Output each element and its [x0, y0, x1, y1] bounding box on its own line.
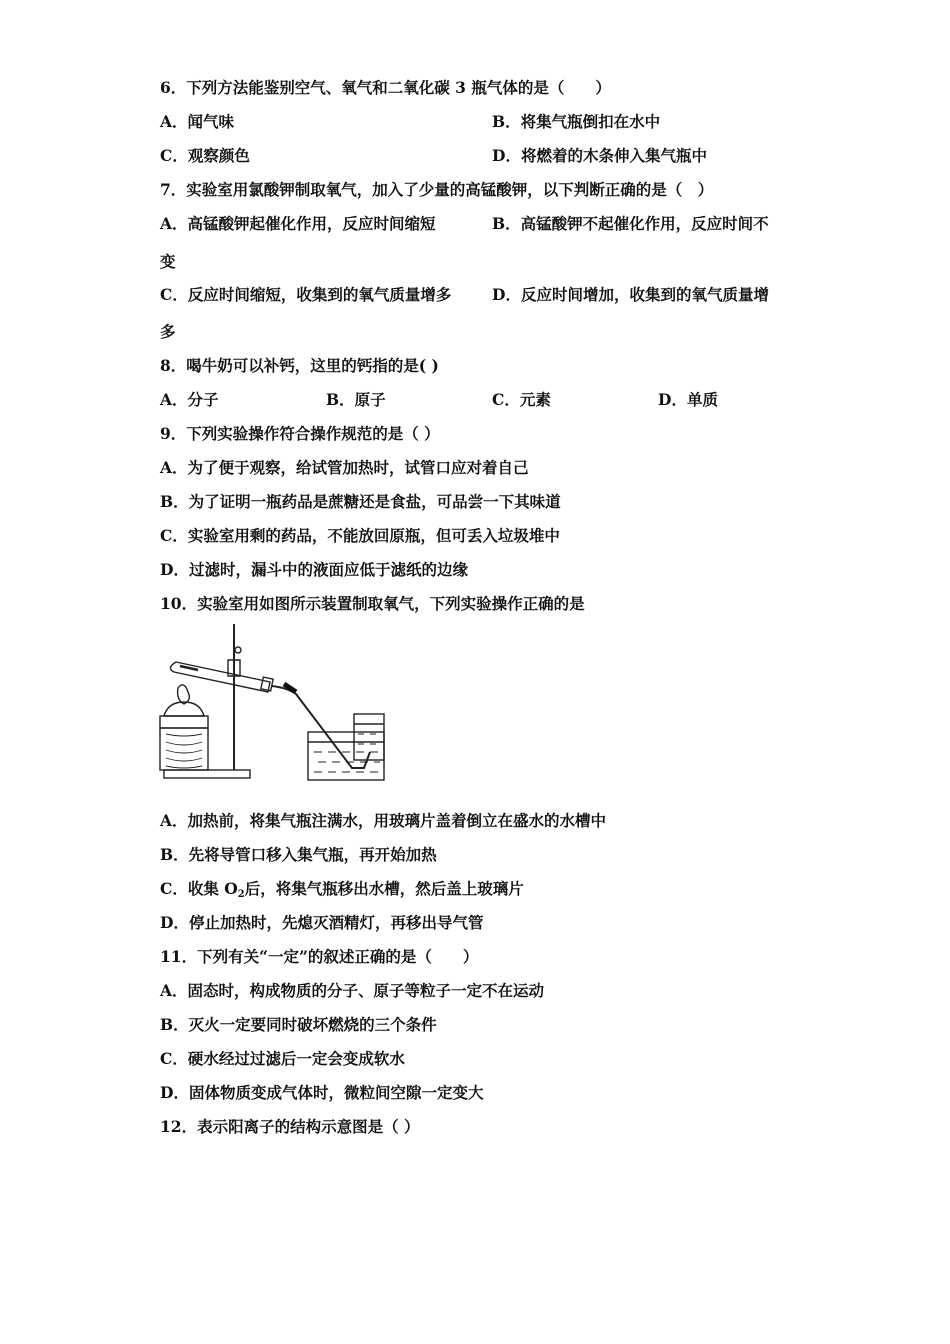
q10-option-c-prefix: C．收集 O	[160, 879, 238, 898]
q10-option-c-subscript: 2	[237, 889, 245, 900]
q9-option-d: D．过滤时，漏斗中的液面应低于滤纸的边缘	[160, 560, 468, 579]
q9-option-c: C．实验室用剩的药品，不能放回原瓶，但可丢入垃圾堆中	[160, 526, 560, 545]
q10-option-c-suffix: 后，将集气瓶移出水槽，然后盖上玻璃片	[244, 879, 524, 898]
oxygen-apparatus-figure	[158, 620, 388, 790]
q12-stem: 12．表示阳离子的结构示意图是（ ）	[160, 1117, 420, 1136]
rubber-tube	[284, 684, 296, 692]
q7-option-a: A．高锰酸钾起催化作用，反应时间缩短	[160, 214, 436, 233]
lamp-body	[160, 716, 208, 728]
q6-stem: 6．下列方法能鉴别空气、氧气和二氧化碳 3 瓶气体的是（ ）	[160, 78, 611, 97]
delivery-tube	[272, 686, 370, 768]
apparatus-diagram	[158, 620, 388, 786]
q7-option-b: B．高锰酸钾不起催化作用，反应时间不	[492, 214, 769, 233]
q8-stem: 8．喝牛奶可以补钙，这里的钙指的是( )	[160, 356, 439, 375]
q6-option-b: B．将集气瓶倒扣在水中	[492, 112, 661, 131]
q6-option-a: A．闻气味	[160, 112, 235, 131]
water-trough	[308, 732, 384, 780]
q7-stem: 7．实验室用氯酸钾制取氧气，加入了少量的高锰酸钾，以下判断正确的是（ ）	[160, 180, 714, 199]
q7-option-b-continued: 变	[160, 252, 176, 271]
stopper	[261, 677, 273, 691]
q11-option-a: A．固态时，构成物质的分子、原子等粒子一定不在运动	[160, 981, 545, 1000]
q8-option-b: B．原子	[326, 390, 386, 409]
q10-option-b: B．先将导管口移入集气瓶，再开始加热	[160, 845, 437, 864]
q9-option-a: A．为了便于观察，给试管加热时，试管口应对着自己	[160, 458, 529, 477]
water-ripples	[314, 752, 380, 772]
q10-option-c	[160, 879, 524, 905]
q6-option-c: C．观察颜色	[160, 146, 250, 165]
q7-option-d-continued: 多	[160, 322, 176, 341]
flame	[178, 685, 190, 704]
stand-base	[164, 770, 250, 778]
q8-option-c: C．元素	[492, 390, 551, 409]
q9-stem: 9．下列实验操作符合操作规范的是（ ）	[160, 424, 440, 443]
q7-option-c: C．反应时间缩短，收集到的氧气质量增多	[160, 285, 452, 304]
clamp-knob	[235, 647, 241, 653]
wood-grain	[166, 734, 202, 768]
q6-option-d: D．将燃着的木条伸入集气瓶中	[492, 146, 707, 165]
q10-stem: 10．实验室用如图所示装置制取氧气，下列实验操作正确的是	[160, 594, 585, 613]
q10-option-a: A．加热前，将集气瓶注满水，用玻璃片盖着倒立在盛水的水槽中	[160, 811, 607, 830]
q11-option-b: B．灭火一定要同时破坏燃烧的三个条件	[160, 1015, 437, 1034]
q9-option-b: B．为了证明一瓶药品是蔗糖还是食盐，可品尝一下其味道	[160, 492, 561, 511]
q11-option-d: D．固体物质变成气体时，微粒间空隙一定变大	[160, 1083, 484, 1102]
q7-option-d: D．反应时间增加，收集到的氧气质量增	[492, 285, 769, 304]
q11-option-c: C．硬水经过过滤后一定会变成软水	[160, 1049, 405, 1068]
q11-stem: 11．下列有关“一定”的叙述正确的是（ ）	[160, 947, 479, 966]
q8-option-d: D．单质	[658, 390, 718, 409]
q10-option-d: D．停止加热时，先熄灭酒精灯，再移出导气管	[160, 913, 484, 932]
q8-option-a: A．分子	[160, 390, 219, 409]
